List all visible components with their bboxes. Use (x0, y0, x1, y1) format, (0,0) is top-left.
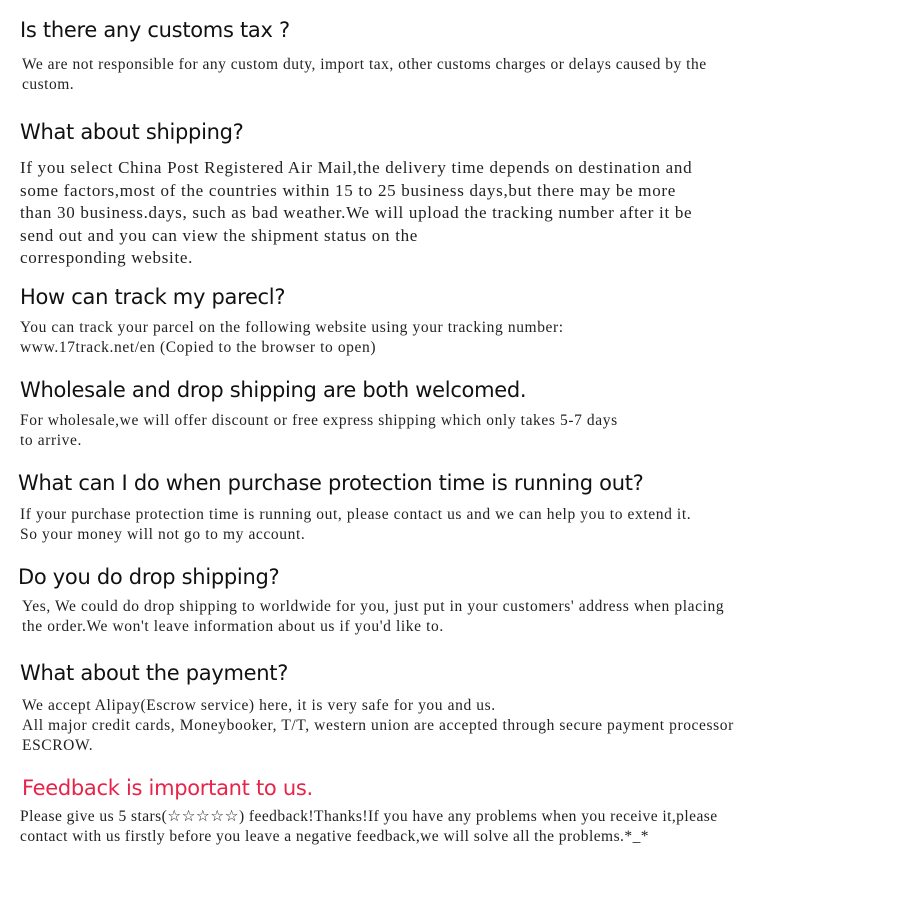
text-line: If your purchase protection time is running out, please contact us and we can help you to extend it. (20, 506, 692, 523)
text-line: the order.We won't leave information about us if you'd like to. (22, 618, 444, 635)
text-line: We are not responsible for any custom duty, import tax, other customs charges or delays caused by the (22, 56, 707, 73)
text-line: If you select China Post Registered Air Mail,the delivery time depends on destination and (20, 158, 693, 177)
text-line: custom. (22, 76, 75, 93)
text-line: For wholesale,we will offer discount or free express shipping which only takes 5-7 days (20, 412, 618, 429)
customs-tax-text (22, 55, 707, 95)
shipping-heading: What about shipping? (20, 120, 244, 144)
text-line: to arrive. (20, 432, 82, 449)
feedback-text (20, 807, 718, 847)
feedback-heading: Feedback is important to us. (22, 776, 313, 800)
tracking-link[interactable]: www.17track.net/en (Copied to the browser to open) (20, 339, 377, 356)
drop-shipping-heading: Do you do drop shipping? (18, 565, 280, 589)
track-parcel-text (20, 318, 564, 358)
payment-text (22, 696, 734, 756)
customs-tax-heading: Is there any customs tax ? (20, 18, 290, 42)
text-line: Yes, We could do drop shipping to worldwide for you, just put in your customers' address when placing (22, 598, 725, 615)
purchase-protection-text (20, 505, 691, 545)
shipping-text (20, 157, 692, 270)
text-line: We accept Alipay(Escrow service) here, it is very safe for you and us. (22, 697, 496, 714)
payment-heading: What about the payment? (20, 661, 289, 685)
text-line: You can track your parcel on the following website using your tracking number: (20, 319, 564, 336)
text-line: than 30 business.days, such as bad weather.We will upload the tracking number after it be (20, 203, 693, 222)
text-line: contact with us firstly before you leave a negative feedback,we will solve all the problems.*_* (20, 828, 649, 845)
text-line: Please give us 5 stars(☆☆☆☆☆) feedback!Thanks!If you have any problems when you receive it,please (20, 808, 718, 825)
text-line: ESCROW. (22, 737, 94, 754)
text-line: send out and you can view the shipment status on the (20, 225, 419, 245)
drop-shipping-text (22, 597, 724, 637)
text-line: some factors,most of the countries within 15 to 25 business days,but there may be more (20, 180, 677, 200)
track-parcel-heading: How can track my parecl? (20, 285, 286, 309)
text-line: So your money will not go to my account. (20, 526, 306, 543)
wholesale-heading: Wholesale and drop shipping are both welcomed. (20, 378, 527, 402)
text-line: All major credit cards, Moneybooker, T/T, western union are accepted through secure payment processor (22, 717, 734, 734)
purchase-protection-heading: What can I do when purchase protection time is running out? (18, 471, 644, 495)
text-line: corresponding website. (20, 248, 194, 267)
wholesale-text (20, 411, 618, 451)
